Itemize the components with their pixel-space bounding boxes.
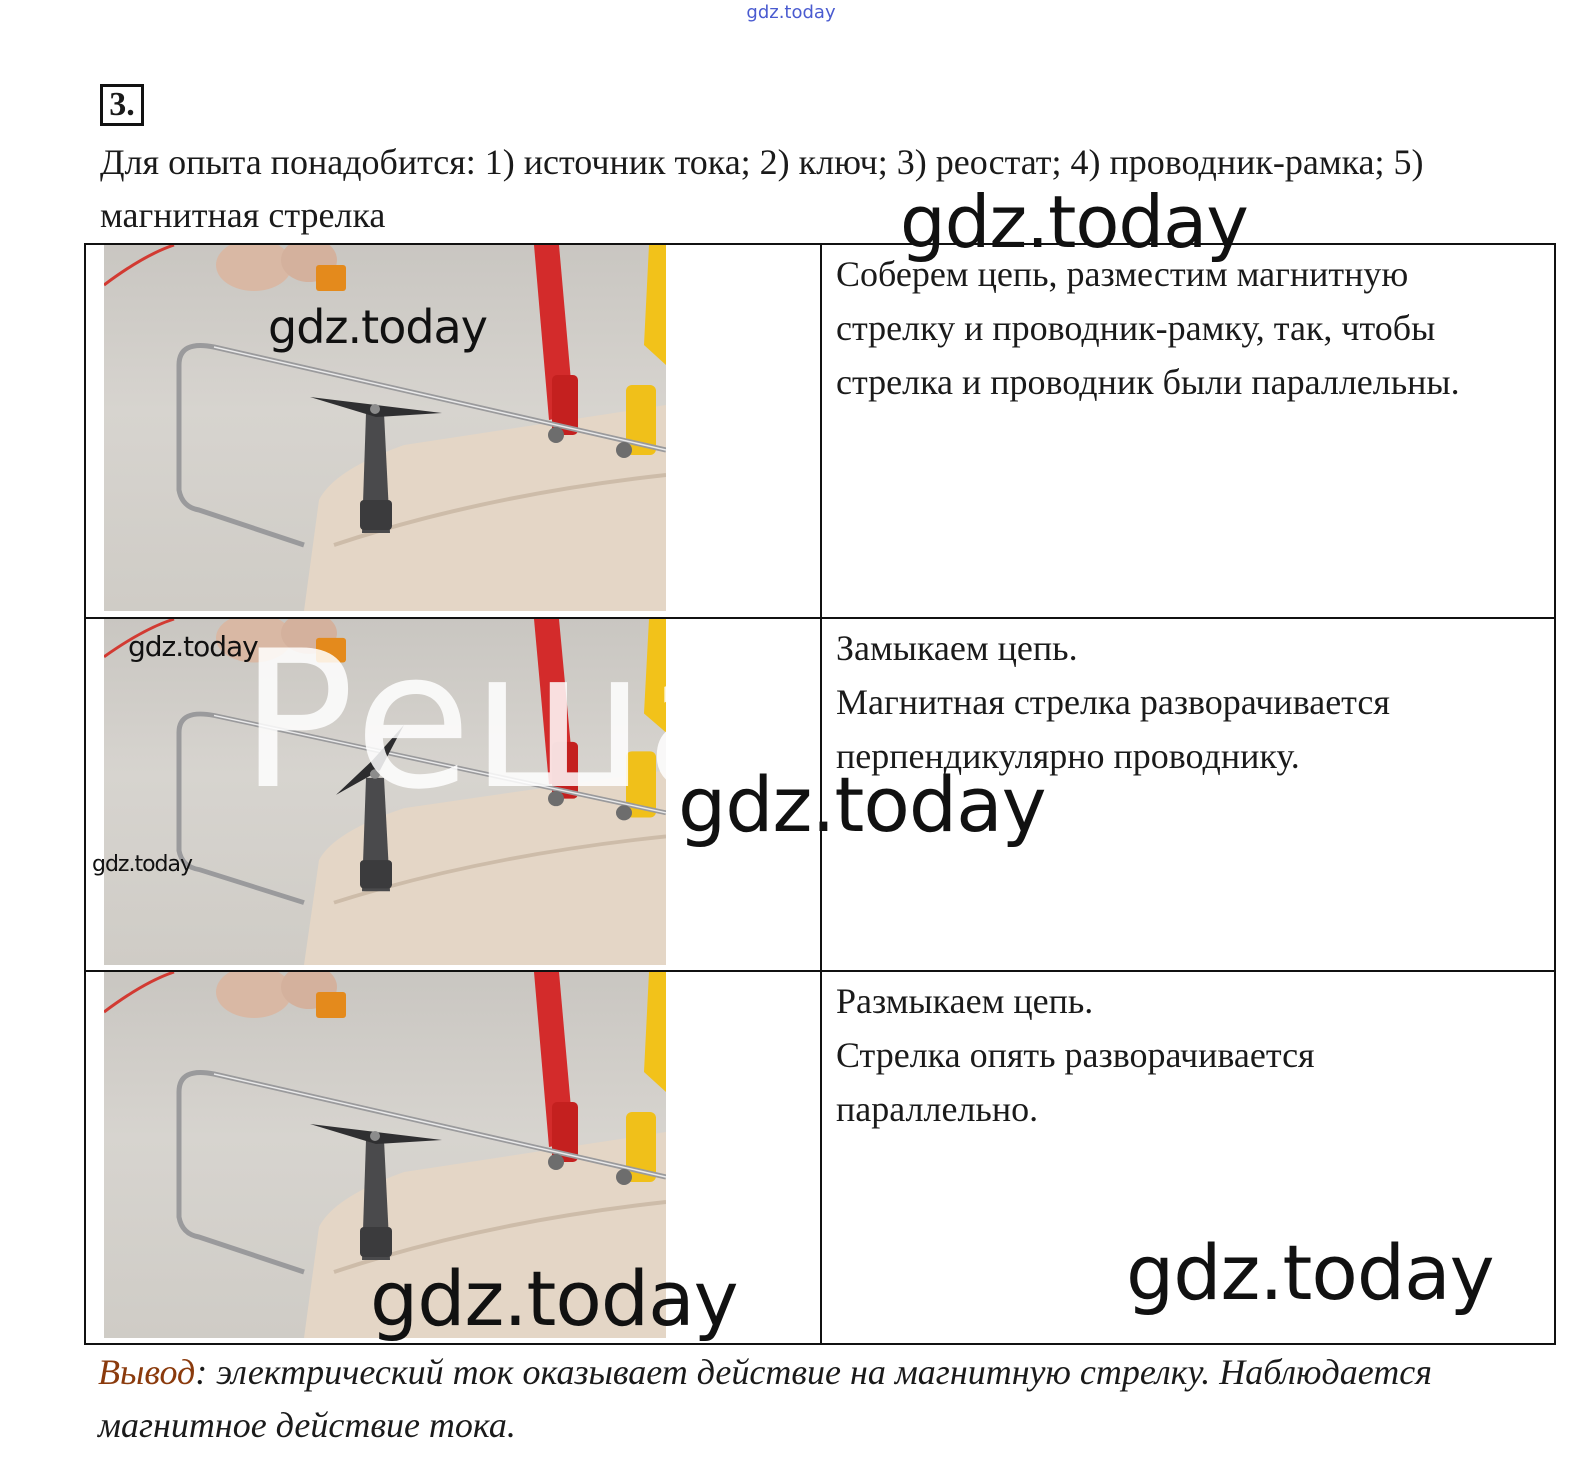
watermark: gdz.today (268, 300, 487, 354)
task-number: 3. (100, 84, 144, 126)
description-cell (821, 244, 1555, 618)
description-line: Стрелка опять разворачивается (836, 1035, 1315, 1075)
photo-cell (85, 971, 821, 1344)
table-row (85, 244, 1555, 618)
description-line: Соберем цепь, разместим магнитную (836, 254, 1409, 294)
description-line: Размыкаем цепь. (836, 981, 1094, 1021)
description-line: стрелку и проводник-рамку, так, чтобы (836, 308, 1436, 348)
description-line: Замыкаем цепь. (836, 628, 1078, 668)
watermark: gdz.today (1126, 1228, 1494, 1317)
description-line: перпендикулярно проводнику. (836, 736, 1300, 776)
experiment-photo-3 (104, 972, 666, 1338)
conclusion (98, 1346, 1548, 1452)
conclusion-text: : электрический ток оказывает действие на магнитную стрелку. Наблюдается магнитное действие тока. (98, 1352, 1432, 1445)
description-line: Магнитная стрелка разворачивается (836, 682, 1390, 722)
watermark: gdz.today (678, 760, 1046, 849)
experiment-photo-1 (104, 245, 666, 611)
watermark: gdz.today (92, 852, 193, 877)
watermark: gdz.today (900, 180, 1248, 264)
top-watermark: gdz.today (746, 2, 836, 23)
photo-drawing (104, 972, 666, 1338)
experiment-photo-2 (104, 619, 666, 965)
photo-cell (85, 618, 821, 971)
experiment-table (84, 243, 1556, 1345)
description-line: стрелка и проводник были параллельны. (836, 362, 1460, 402)
description-cell (821, 618, 1555, 971)
photo-cell (85, 244, 821, 618)
description-line: параллельно. (836, 1089, 1039, 1129)
photo-drawing (104, 619, 666, 965)
photo-drawing (104, 245, 666, 611)
conclusion-label: Вывод (98, 1352, 196, 1392)
table-row (85, 618, 1555, 971)
task-intro: Для опыта понадобится: 1) источник тока; 2) ключ; 3) реостат; 4) проводник-рамка; 5) магнитная стрелка (100, 142, 1424, 235)
table-row (85, 971, 1555, 1344)
watermark: gdz.today (370, 1254, 738, 1343)
watermark: gdz.today (128, 630, 258, 663)
watermark-big: Реша (240, 610, 762, 831)
description-cell (821, 971, 1555, 1344)
